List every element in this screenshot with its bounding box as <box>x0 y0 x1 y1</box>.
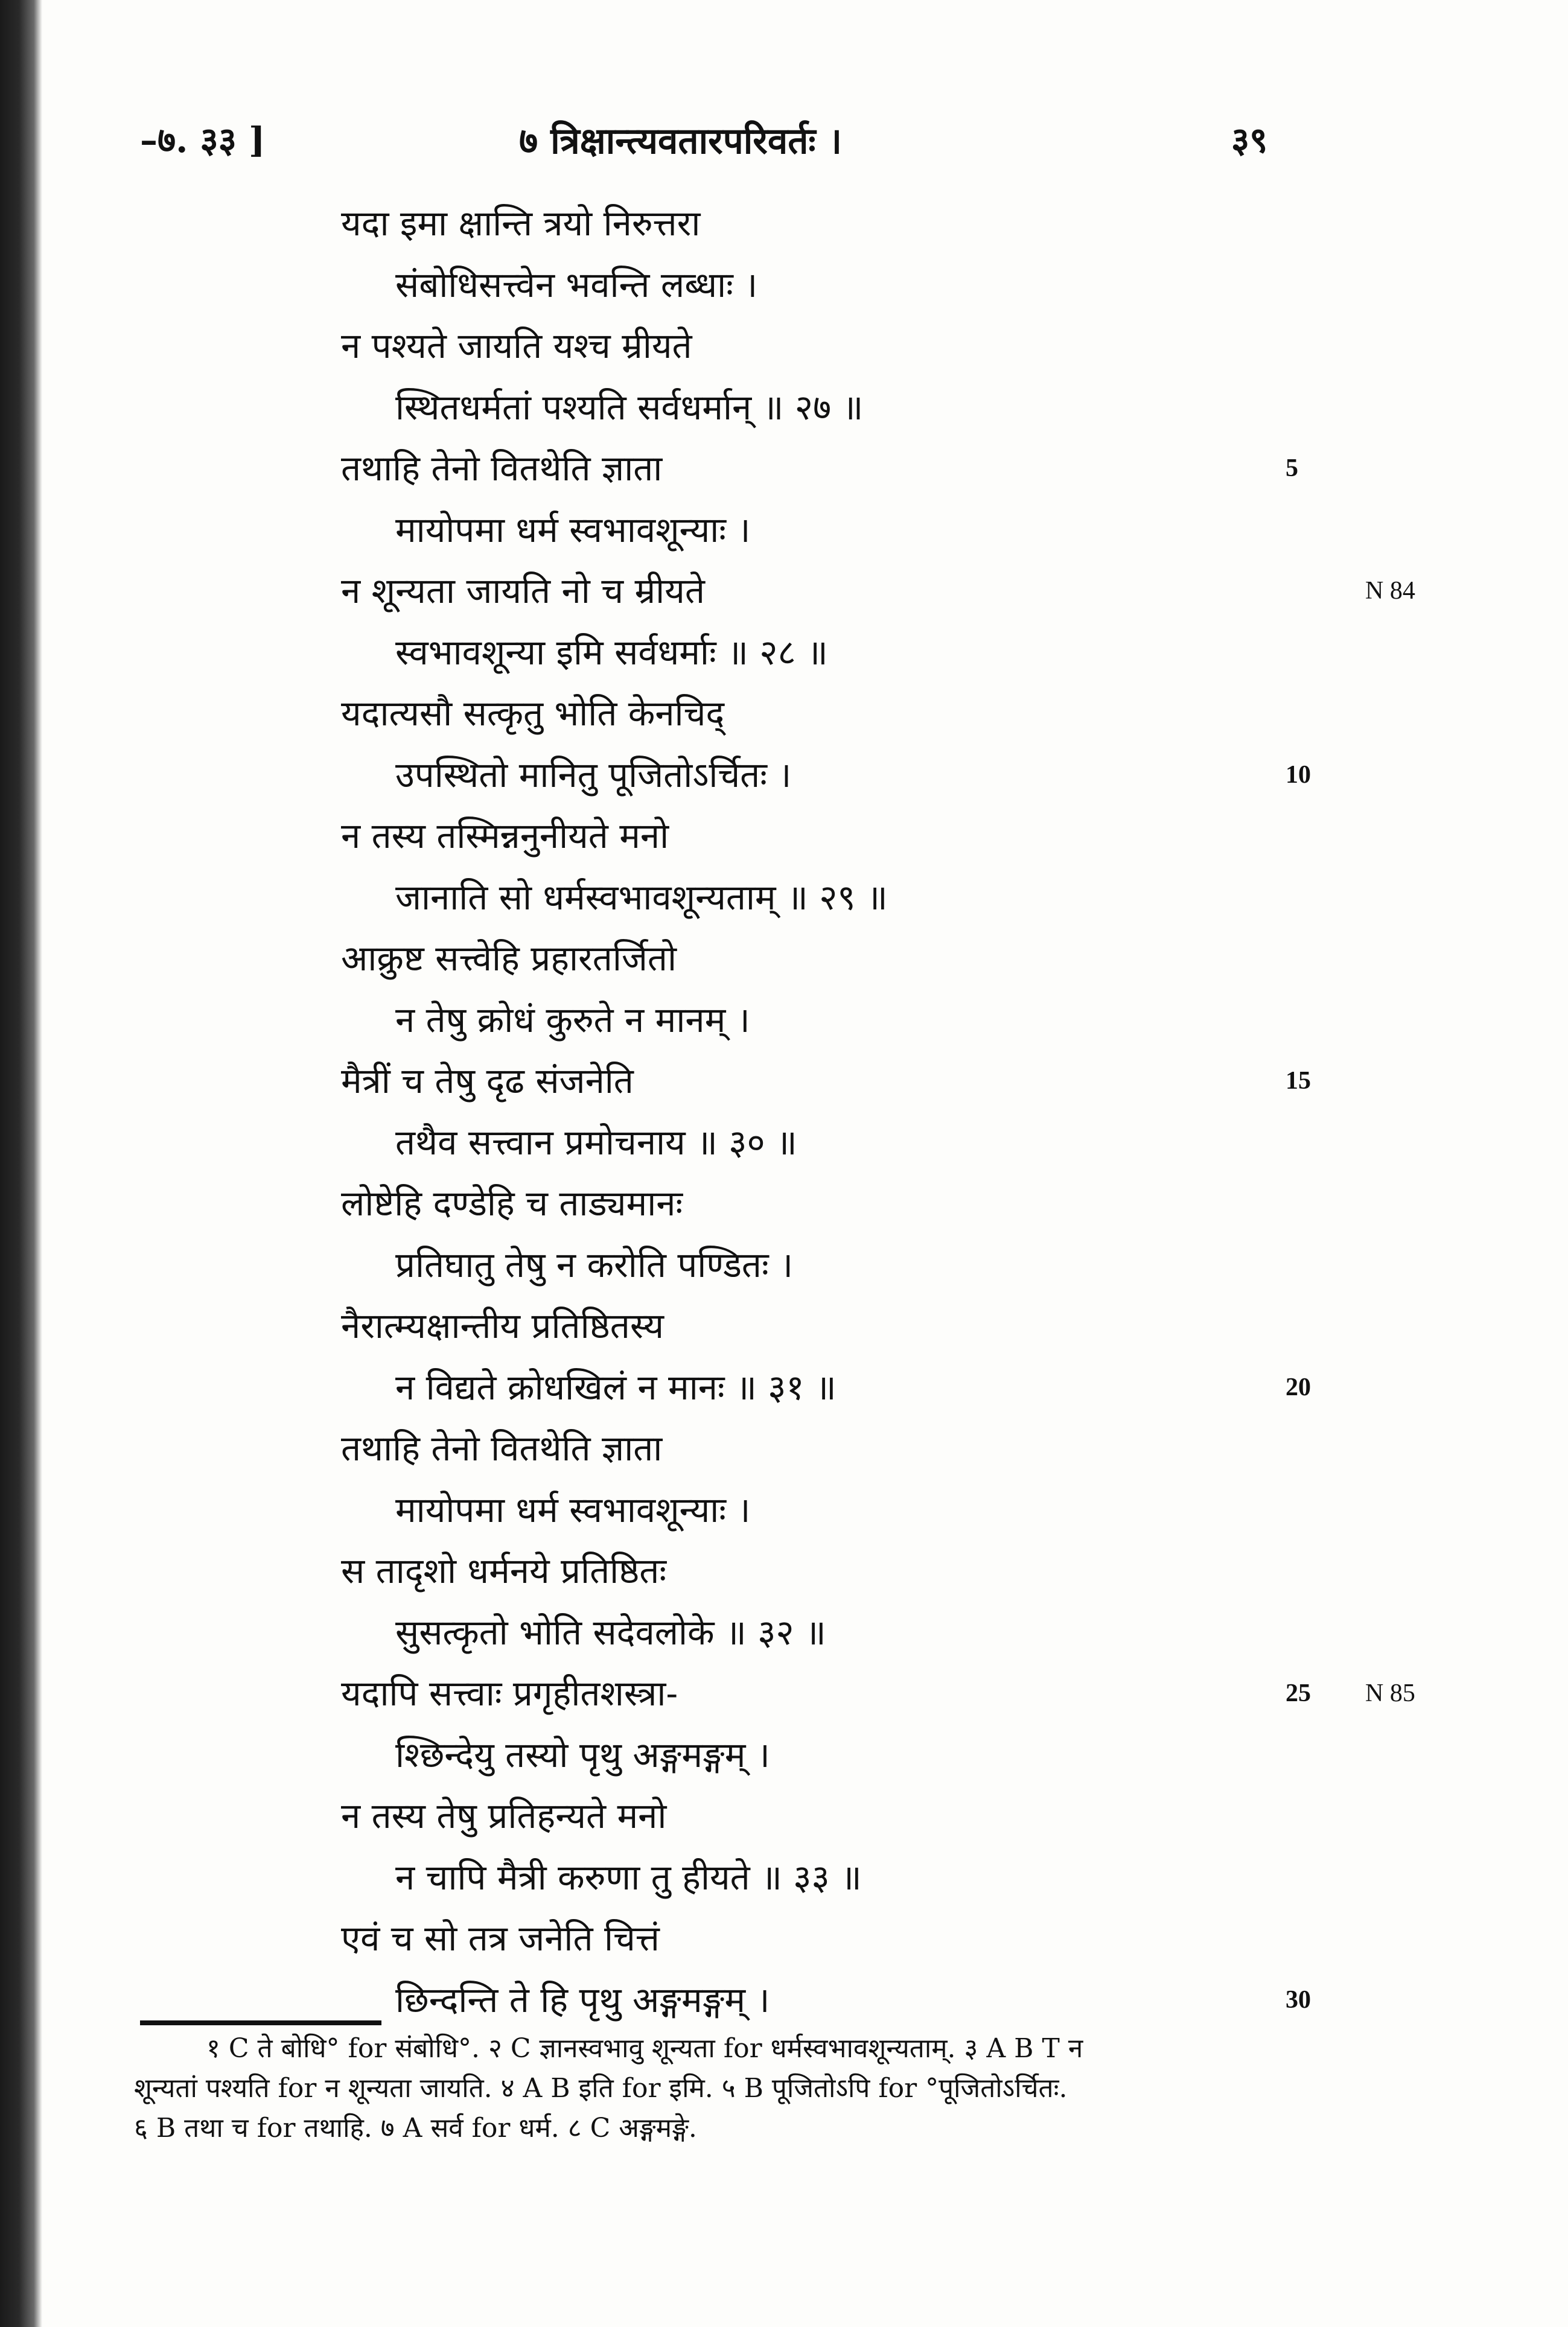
verse-text: मायोपमा धर्म स्वभावशून्याः । <box>395 509 751 550</box>
verse-text: तथैव सत्त्वान प्रमोचनाय ॥ ३० ॥ <box>395 1121 797 1163</box>
verse-line <box>0 1602 1568 1664</box>
verse-text: न विद्यते क्रोधखिलं न मानः ॥ ३१ ॥ <box>395 1366 837 1408</box>
verse-line <box>0 990 1568 1051</box>
verse-text: न शून्यता जायति नो च म्रीयते <box>341 570 705 611</box>
footnote-rule <box>140 2020 381 2025</box>
verse-text: एवं च सो तत्र जनेति चित्तं <box>341 1918 660 1959</box>
verse-text: स्थितधर्मतां पश्यति सर्वधर्मान् ॥ २७ ॥ <box>395 386 864 428</box>
verse-text: छिन्दन्ति ते हि पृथु अङ्गमङ्गम् । <box>395 1979 770 2020</box>
verse-line <box>0 867 1568 929</box>
verse-line <box>0 1112 1568 1174</box>
verse-line <box>0 1663 1568 1725</box>
verse-text: मायोपमा धर्म स्वभावशून्याः । <box>395 1489 751 1530</box>
verse-line <box>0 255 1568 316</box>
footnotes <box>134 2029 1341 2148</box>
verse-text: स तादृशो धर्मनये प्रतिष्ठितः <box>341 1550 667 1591</box>
verse-line <box>0 1296 1568 1357</box>
verse-text: न तस्य तस्मिन्ननुनीयते मनो <box>341 815 669 856</box>
verse-line <box>0 1051 1568 1112</box>
verse-text: तथाहि तेनो वितथेति ज्ञाता <box>341 448 663 489</box>
verse-text: तथाहि तेनो वितथेति ज्ञाता <box>341 1428 663 1469</box>
verse-line <box>0 806 1568 867</box>
verse-line <box>0 1418 1568 1480</box>
verse-text: जानाति सो धर्मस्वभावशून्यताम् ॥ २९ ॥ <box>395 876 888 918</box>
line-number: 15 <box>1286 1067 1311 1095</box>
verse-line <box>0 561 1568 622</box>
verse-text: न पश्यते जायति यश्च म्रीयते <box>341 325 692 366</box>
verse-text: यदापि सत्त्वाः प्रगृहीतशस्त्रा- <box>341 1673 678 1714</box>
running-header <box>0 115 1568 169</box>
verse-line <box>0 500 1568 561</box>
verse-text: न तेषु क्रोधं कुरुते न मानम् । <box>395 999 750 1040</box>
verse-line <box>0 438 1568 500</box>
footnote-line: १ C ते बोधि° for संबोधि°. २ C ज्ञानस्वभावु शून्यता for धर्मस्वभावशून्यताम्. ३ A B T न <box>206 2033 1083 2064</box>
line-number: 25 <box>1286 1679 1311 1707</box>
verse-text: श्छिन्देयु तस्यो पृथु अङ्गमङ्गम् । <box>395 1734 770 1775</box>
margin-reference: N 85 <box>1365 1679 1415 1707</box>
verse-line <box>0 622 1568 684</box>
verse-line <box>0 1357 1568 1419</box>
verse-line <box>0 1725 1568 1786</box>
verse-line <box>0 1786 1568 1847</box>
verse-line <box>0 1173 1568 1235</box>
verse-text: प्रतिघातु तेषु न करोति पण्डितः । <box>395 1244 794 1285</box>
verse-text: यदात्यसौ सत्कृतु भोति केनचिद् <box>341 693 725 734</box>
header-verse-range: –७. ३३ ] <box>140 119 266 161</box>
footnote-line: ६ B तथा च for तथाहि. ७ A सर्व for धर्म. ८ C अङ्गमङ्गे. <box>134 2113 697 2144</box>
verse-line <box>0 1235 1568 1296</box>
header-chapter-title: ७ त्रिक्षान्त्यवतारपरिवर्तः । <box>519 120 843 162</box>
verse-line <box>0 377 1568 439</box>
verse-text: संबोधिसत्त्वेन भवन्ति लब्धाः । <box>395 264 758 305</box>
verse-line <box>0 683 1568 745</box>
verse-text: लोष्टेहि दण्डेहि च ताड्यमानः <box>341 1183 683 1224</box>
verse-line <box>0 928 1568 990</box>
verse-text: न चापि मैत्री करुणा तु हीयते ॥ ३३ ॥ <box>395 1856 862 1898</box>
verse-line <box>0 1908 1568 1970</box>
verse-text: आक्रुष्ट सत्त्वेहि प्रहारतर्जितो <box>341 938 677 979</box>
footnote-line: शून्यतां पश्यति for न शून्यता जायति. ४ A B इति for इमि. ५ B पूजितोऽपि for °पूजितोऽर्चितः. <box>134 2073 1068 2104</box>
verse-text: न तस्य तेषु प्रतिहन्यते मनो <box>341 1795 667 1836</box>
header-page-number: ३९ <box>1231 119 1268 161</box>
verse-line <box>0 193 1568 255</box>
line-number: 20 <box>1286 1373 1311 1401</box>
line-number: 10 <box>1286 760 1311 789</box>
verse-block <box>0 193 1568 2031</box>
verse-text: सुसत्कृतो भोति सदेवलोके ॥ ३२ ॥ <box>395 1611 826 1653</box>
verse-text: स्वभावशून्या इमि सर्वधर्माः ॥ २८ ॥ <box>395 631 828 673</box>
verse-line <box>0 316 1568 377</box>
line-number: 30 <box>1286 1985 1311 2014</box>
verse-line <box>0 1480 1568 1541</box>
verse-text: यदा इमा क्षान्ति त्रयो निरुत्तरा <box>341 203 701 244</box>
verse-line <box>0 1847 1568 1909</box>
margin-reference: N 84 <box>1365 577 1415 605</box>
verse-text: उपस्थितो मानितु पूजितोऽर्चितः । <box>395 754 792 795</box>
verse-line <box>0 1541 1568 1602</box>
verse-text: मैत्रीं च तेषु दृढ संजनेति <box>341 1060 634 1101</box>
line-number: 5 <box>1286 454 1298 482</box>
verse-text: नैरात्म्यक्षान्तीय प्रतिष्ठितस्य <box>341 1305 664 1346</box>
verse-line <box>0 745 1568 806</box>
